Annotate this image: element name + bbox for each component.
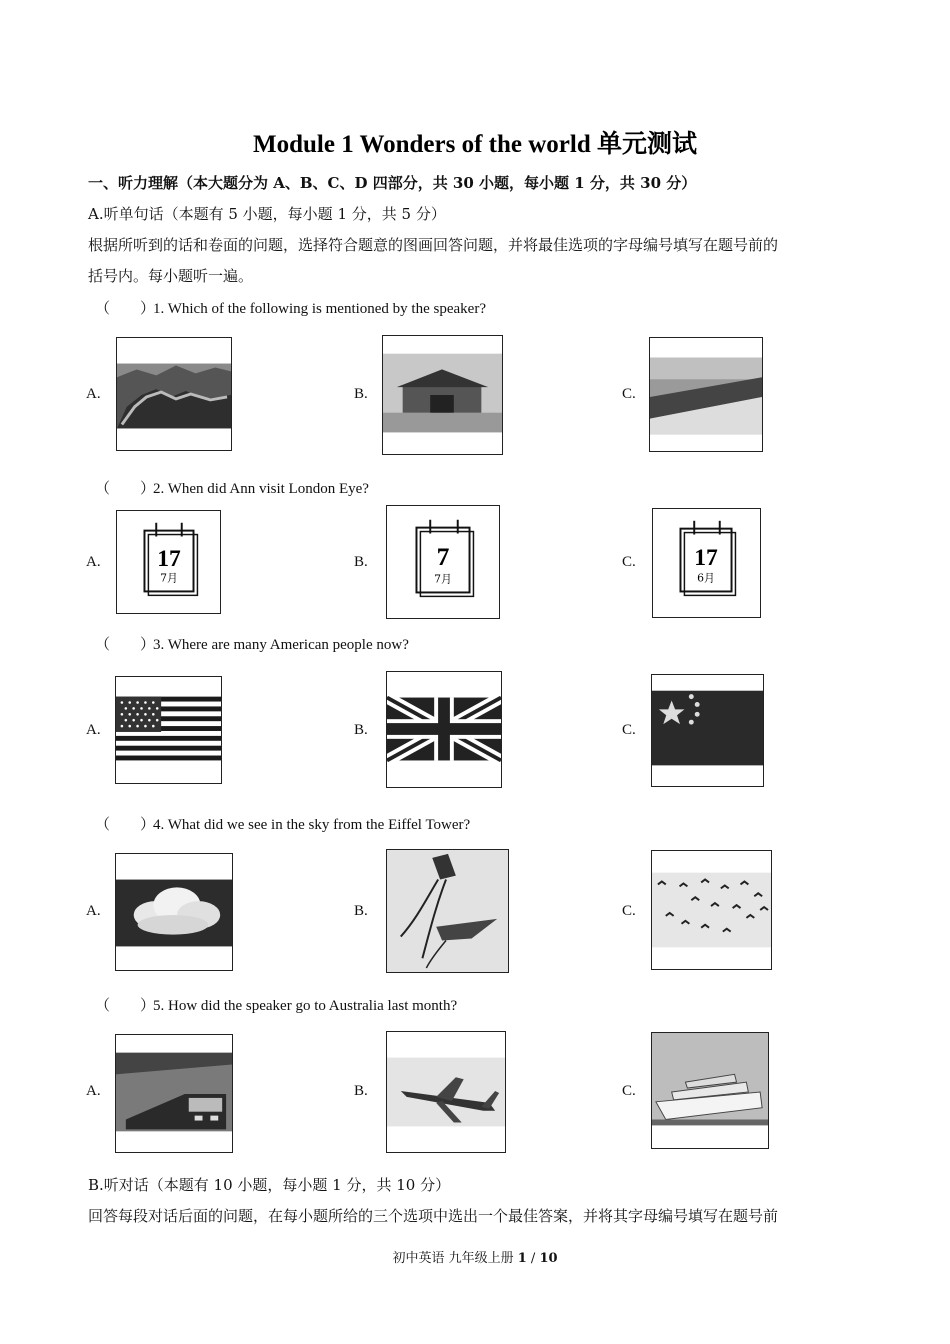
part-a-heading: A.听单句话（本题有 5 小题，每小题 1 分，共 5 分） [88, 205, 446, 223]
option-label: C. [622, 1083, 636, 1099]
page-footer [0, 1247, 950, 1266]
question-5 [95, 994, 457, 1015]
option-label: A. [86, 554, 101, 570]
question-text: 3. Where are many American people now? [153, 637, 409, 653]
calendar-day: 17 [694, 544, 718, 571]
option-label: B. [354, 903, 368, 919]
birds-image[interactable] [651, 850, 772, 970]
footer-label: 初中英语 九年级上册 [392, 1251, 514, 1266]
answer-blank[interactable]: （ ） [95, 635, 156, 653]
china-flag-image[interactable] [651, 674, 764, 787]
part-b-instruction: 回答每段对话后面的问题，在每小题所给的三个选项中选出一个最佳答案，并将其字母编号填写在题号前 [88, 1207, 779, 1225]
option-label: A. [86, 903, 101, 919]
question-1 [95, 297, 486, 318]
kites-image[interactable] [386, 849, 509, 973]
question-2 [95, 477, 369, 498]
page-number: 1 [517, 1251, 527, 1266]
question-text: 4. What did we see in the sky from the Eiffel Tower? [153, 817, 471, 833]
question-text: 5. How did the speaker go to Australia last month? [153, 998, 458, 1014]
calendar-month: 6月 [697, 571, 715, 585]
great-wall-image[interactable] [116, 337, 232, 451]
option-label: B. [354, 386, 368, 402]
answer-blank[interactable]: （ ） [95, 815, 156, 833]
option-label: B. [354, 722, 368, 738]
question-3 [95, 633, 409, 654]
calendar-month: 7月 [160, 571, 178, 585]
option-label: C. [622, 903, 636, 919]
ship-image[interactable] [651, 1032, 769, 1149]
answer-blank[interactable]: （ ） [95, 299, 156, 317]
us-flag-image[interactable] [115, 676, 222, 784]
page-title: Module 1 Wonders of the world 单元测试 [253, 131, 697, 158]
calendar-image[interactable] [386, 505, 500, 619]
train-image[interactable] [115, 1034, 233, 1153]
section-heading: 一、听力理解（本大题分为 A、B、C、D 四部分，共 30 小题，每小题 1 分，共 30 分） [88, 174, 697, 192]
option-label: C. [622, 386, 636, 402]
option-label: C. [622, 554, 636, 570]
answer-blank[interactable]: （ ） [95, 996, 156, 1014]
palace-image[interactable] [382, 335, 503, 455]
page-separator: / [526, 1251, 540, 1266]
calendar-image[interactable] [652, 508, 761, 618]
dam-image[interactable] [649, 337, 763, 452]
plane-image[interactable] [386, 1031, 506, 1153]
calendar-image[interactable] [116, 510, 221, 614]
page-total: 10 [539, 1251, 558, 1266]
calendar-day: 7 [436, 541, 450, 571]
question-text: 1. Which of the following is mentioned by the speaker? [153, 301, 486, 317]
cloud-image[interactable] [115, 853, 233, 971]
question-4 [95, 813, 470, 834]
option-label: A. [86, 1083, 101, 1099]
part-a-instruction: 括号内。每小题听一遍。 [88, 267, 254, 285]
option-label: B. [354, 554, 368, 570]
calendar-day: 17 [157, 545, 181, 572]
option-label: A. [86, 722, 101, 738]
option-label: C. [622, 722, 636, 738]
calendar-month: 7月 [434, 572, 452, 586]
option-label: B. [354, 1083, 368, 1099]
part-b-heading: B.听对话（本题有 10 小题，每小题 1 分，共 10 分） [88, 1176, 451, 1194]
answer-blank[interactable]: （ ） [95, 479, 156, 497]
uk-flag-image[interactable] [386, 671, 502, 788]
part-a-instruction: 根据所听到的话和卷面的问题，选择符合题意的图画回答问题，并将最佳选项的字母编号填写在题号前的 [88, 236, 779, 254]
option-label: A. [86, 386, 101, 402]
question-text: 2. When did Ann visit London Eye? [153, 481, 369, 497]
